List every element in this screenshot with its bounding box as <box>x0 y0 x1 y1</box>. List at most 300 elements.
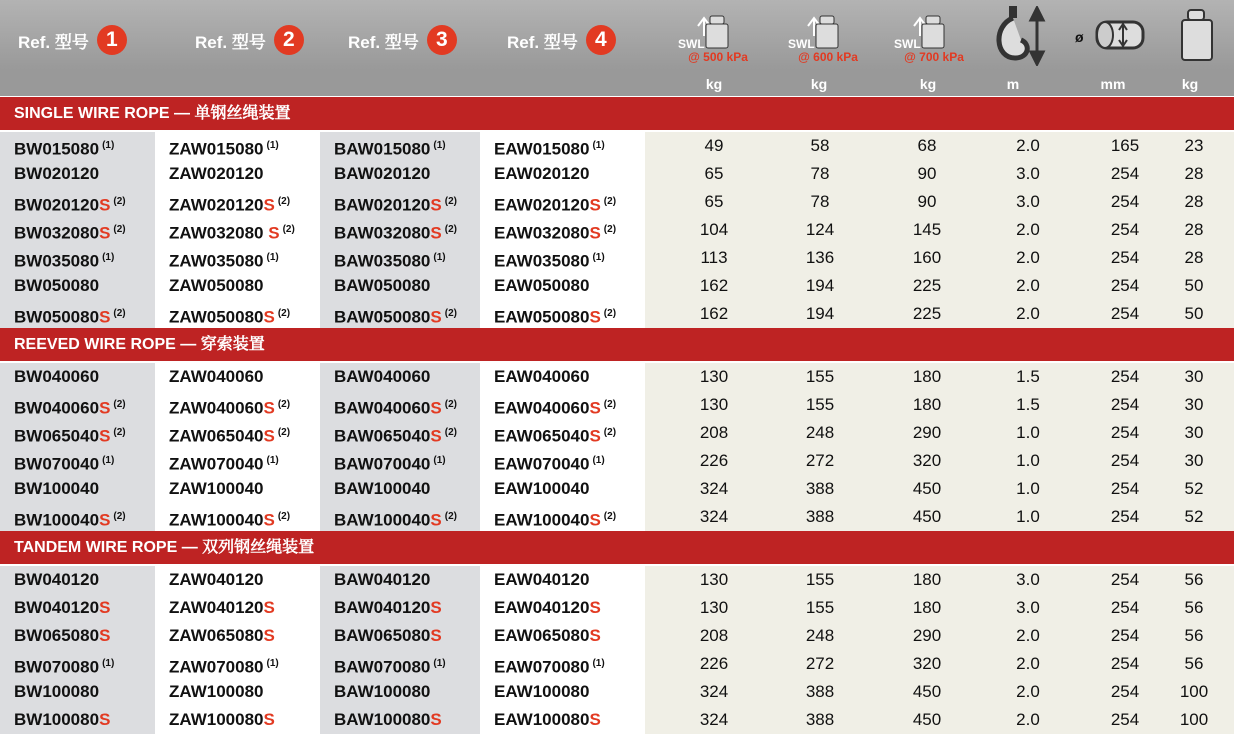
spec-value: 165 <box>1110 136 1140 155</box>
footnote-marker: (2) <box>603 511 617 522</box>
footnote-marker: (2) <box>444 399 457 410</box>
model-suffix: S <box>263 398 275 418</box>
model-code-cell <box>480 391 645 419</box>
model-suffix: S <box>589 710 601 729</box>
model-code-cell <box>320 447 480 475</box>
spec-value: 254 <box>1110 451 1140 470</box>
spec-value: 49 <box>704 136 724 155</box>
model-code: BAW015080 <box>334 139 431 159</box>
model-code: ZAW070040 <box>169 454 264 474</box>
pressure-label-500: @ 500 kPa <box>688 50 748 64</box>
spec-value: 28 <box>1184 248 1204 267</box>
spec-value: 225 <box>912 276 942 295</box>
model-code: BW032080 <box>14 223 100 243</box>
section-header: REEVED WIRE ROPE — 穿索装置 <box>0 328 1234 361</box>
model-code-cell <box>155 160 320 188</box>
spec-value: 56 <box>1184 626 1204 645</box>
spec-value: 3.0 <box>1016 164 1040 183</box>
footnote-marker: (2) <box>113 511 126 522</box>
spec-value: 162 <box>699 276 729 295</box>
table-row <box>0 503 1234 531</box>
model-suffix: S <box>589 510 601 530</box>
model-code: EAW035080 <box>494 251 590 271</box>
model-code: ZAW040120 <box>169 570 264 589</box>
table-row <box>0 419 1234 447</box>
model-suffix: S <box>430 223 442 243</box>
model-suffix: S <box>589 307 601 327</box>
spec-value: 208 <box>699 423 729 442</box>
spec-value: 290 <box>912 626 942 645</box>
model-code: BW050080 <box>14 276 100 295</box>
model-code-cell <box>480 300 645 328</box>
spec-value: 2.0 <box>1016 136 1040 155</box>
model-code: BW040120 <box>14 598 100 617</box>
model-suffix: S <box>99 307 111 327</box>
spec-value: 254 <box>1110 682 1140 701</box>
spec-value: 254 <box>1110 276 1140 295</box>
model-suffix: S <box>263 426 275 446</box>
model-code: ZAW040060 <box>169 398 264 418</box>
spec-value: 2.0 <box>1016 220 1040 239</box>
swl-label: SWL <box>894 37 921 51</box>
spec-value: 28 <box>1184 220 1204 239</box>
spec-value: 136 <box>805 248 835 267</box>
model-code: ZAW020120 <box>169 164 264 183</box>
model-code: ZAW050080 <box>169 276 264 295</box>
spec-value: 1.0 <box>1016 423 1040 442</box>
model-suffix: S <box>263 598 275 617</box>
spec-value: 130 <box>699 570 729 589</box>
footnote-marker: (2) <box>277 511 291 522</box>
model-code: BAW035080 <box>334 251 431 271</box>
spec-value: 50 <box>1184 304 1204 323</box>
model-code: EAW040060 <box>494 398 590 418</box>
model-code: BW020120 <box>14 195 100 215</box>
spec-value: 65 <box>704 164 724 183</box>
model-code: EAW100040 <box>494 510 590 530</box>
ref-number-badge: 4 <box>586 25 616 55</box>
pressure-label-600: @ 600 kPa <box>798 50 858 64</box>
spec-value: 180 <box>912 570 942 589</box>
model-suffix: S <box>589 598 601 617</box>
spec-value: 162 <box>699 304 729 323</box>
spec-value: 113 <box>700 248 728 267</box>
spec-value: 58 <box>810 136 830 155</box>
model-code: ZAW050080 <box>169 307 264 327</box>
model-suffix: S <box>430 626 442 645</box>
footnote-marker: (1) <box>102 455 115 466</box>
model-suffix: S <box>99 426 111 446</box>
spec-value: 226 <box>699 451 729 470</box>
model-code: EAW050080 <box>494 307 590 327</box>
spec-value: 3.0 <box>1016 570 1040 589</box>
spec-value: 30 <box>1184 423 1204 442</box>
table-row <box>0 132 1234 160</box>
model-code: BAW100080 <box>334 710 431 729</box>
spec-value: 254 <box>1110 304 1140 323</box>
model-code: EAW100080 <box>494 682 590 701</box>
spec-value: 3.0 <box>1016 598 1040 617</box>
spec-value: 320 <box>912 654 942 673</box>
model-code-cell <box>155 650 320 678</box>
model-code: EAW040120 <box>494 598 590 617</box>
model-code-cell <box>0 622 155 650</box>
model-code-cell <box>320 622 480 650</box>
spec-value: 56 <box>1184 570 1204 589</box>
spec-value: 254 <box>1110 248 1140 267</box>
spec-value: 450 <box>912 507 942 526</box>
model-code: EAW040120 <box>494 570 590 589</box>
model-code: BAW040120 <box>334 598 431 617</box>
footnote-marker: (1) <box>266 252 279 263</box>
spec-value: 130 <box>699 395 729 414</box>
model-code-cell <box>155 503 320 531</box>
ref-header-2 <box>195 25 304 55</box>
spec-value: 324 <box>699 479 729 498</box>
spec-value: 254 <box>1110 598 1140 617</box>
spec-value: 1.5 <box>1016 367 1040 386</box>
model-code-cell <box>155 475 320 503</box>
spec-value: 254 <box>1110 192 1140 211</box>
model-code: BW040060 <box>14 367 100 386</box>
spec-value: 450 <box>912 710 942 729</box>
footnote-marker: (2) <box>277 308 291 319</box>
spec-value: 30 <box>1184 367 1204 386</box>
model-code: BW100080 <box>14 682 100 701</box>
footnote-marker: (1) <box>433 140 446 151</box>
footnote-marker: (1) <box>266 140 279 151</box>
model-suffix: S <box>430 195 442 215</box>
model-code-cell <box>0 188 155 216</box>
model-code-cell <box>0 363 155 391</box>
model-suffix: S <box>589 626 601 645</box>
model-suffix: S <box>430 398 442 418</box>
model-code-cell <box>320 503 480 531</box>
footnote-marker: (1) <box>592 658 605 669</box>
spec-value: 90 <box>917 192 937 211</box>
model-suffix: S <box>589 398 601 418</box>
model-code-cell <box>480 272 645 300</box>
spec-value: 56 <box>1184 654 1204 673</box>
model-code: BAW070080 <box>334 657 431 677</box>
spec-value: 52 <box>1184 479 1204 498</box>
model-code-cell <box>480 678 645 706</box>
model-code: ZAW100080 <box>169 710 264 729</box>
unit-label: kg <box>810 76 828 92</box>
model-code-cell <box>155 447 320 475</box>
model-code-cell <box>480 447 645 475</box>
spec-value: 248 <box>805 626 835 645</box>
ref-label: Ref. 型号 <box>195 32 266 52</box>
model-code-cell <box>0 300 155 328</box>
table-row <box>0 475 1234 503</box>
spec-value: 155 <box>805 598 835 617</box>
spec-value: 254 <box>1110 570 1140 589</box>
model-code: BW040060 <box>14 398 100 418</box>
model-code: EAW020120 <box>494 164 590 183</box>
model-suffix: S <box>263 710 275 729</box>
model-suffix: S <box>263 307 275 327</box>
model-code-cell <box>480 244 645 272</box>
spec-value: 324 <box>699 682 729 701</box>
model-code-cell <box>320 160 480 188</box>
model-code-cell <box>0 132 155 160</box>
spec-value: 180 <box>912 395 942 414</box>
spec-value: 254 <box>1110 395 1140 414</box>
table-row <box>0 300 1234 328</box>
model-code-cell <box>480 650 645 678</box>
ref-number-badge: 3 <box>427 25 457 55</box>
spec-value: 2.0 <box>1016 654 1040 673</box>
model-code: BAW065080 <box>334 626 431 645</box>
spec-value: 28 <box>1184 192 1204 211</box>
spec-value: 225 <box>912 304 942 323</box>
model-suffix: S <box>99 398 111 418</box>
ref-number-badge: 2 <box>274 25 304 55</box>
model-code: BAW040060 <box>334 398 431 418</box>
drum-diameter-icon <box>1075 6 1155 66</box>
model-suffix: S <box>99 710 111 729</box>
model-code: BAW100040 <box>334 479 431 498</box>
pressure-label-700: @ 700 kPa <box>904 50 964 64</box>
model-code: ZAW100040 <box>169 510 264 530</box>
model-suffix: S <box>589 426 601 446</box>
model-code: ZAW100080 <box>169 682 264 701</box>
model-code-cell <box>0 419 155 447</box>
model-code-cell <box>480 475 645 503</box>
footnote-marker: (1) <box>592 455 605 466</box>
model-code-cell <box>320 188 480 216</box>
model-code-cell <box>155 216 320 244</box>
footnote-marker: (2) <box>603 196 617 207</box>
footnote-marker: (1) <box>266 658 279 669</box>
model-code-cell <box>480 188 645 216</box>
model-code-cell <box>480 706 645 734</box>
spec-value: 2.0 <box>1016 710 1040 729</box>
model-code-cell <box>155 244 320 272</box>
model-code: ZAW040120 <box>169 598 264 617</box>
spec-value: 290 <box>912 423 942 442</box>
model-code: BAW032080 <box>334 223 431 243</box>
model-code: BAW065040 <box>334 426 431 446</box>
ref-label: Ref. 型号 <box>18 32 89 52</box>
ref-header-4 <box>507 25 616 55</box>
footnote-marker: (1) <box>102 140 115 151</box>
spec-value: 2.0 <box>1016 626 1040 645</box>
model-code: EAW032080 <box>494 223 590 243</box>
model-code: BW070080 <box>14 657 100 677</box>
model-code: EAW040060 <box>494 367 590 386</box>
table-row <box>0 650 1234 678</box>
model-suffix: S <box>589 223 601 243</box>
footnote-marker: (1) <box>102 658 115 669</box>
model-code-cell <box>155 706 320 734</box>
footnote-marker: (2) <box>603 308 617 319</box>
footnote-marker: (2) <box>277 427 291 438</box>
model-code-cell <box>320 300 480 328</box>
model-code-cell <box>0 272 155 300</box>
model-code-cell <box>155 622 320 650</box>
model-code-cell <box>320 132 480 160</box>
model-code: ZAW032080 <box>169 223 269 243</box>
diameter-symbol: ø <box>1075 29 1084 45</box>
footnote-marker: (2) <box>113 308 126 319</box>
spec-value: 155 <box>805 395 835 414</box>
model-code-cell <box>0 160 155 188</box>
spec-value: 254 <box>1110 507 1140 526</box>
spec-value: 272 <box>805 451 835 470</box>
model-code: BAW050080 <box>334 307 431 327</box>
footnote-marker: (2) <box>444 224 457 235</box>
spec-value: 100 <box>1179 682 1209 701</box>
model-code-cell <box>0 650 155 678</box>
spec-value: 388 <box>805 507 835 526</box>
spec-value: 52 <box>1184 507 1204 526</box>
spec-value: 124 <box>805 220 835 239</box>
model-code-cell <box>480 622 645 650</box>
model-code: BAW020120 <box>334 164 431 183</box>
swl-label: SWL <box>788 37 815 51</box>
spec-value: 254 <box>1110 423 1140 442</box>
model-code-cell <box>0 475 155 503</box>
spec-value: 30 <box>1184 395 1204 414</box>
footnote-marker: (2) <box>444 511 457 522</box>
unit-label: mm <box>1100 76 1126 92</box>
footnote-marker: (2) <box>603 224 617 235</box>
model-code: ZAW065080 <box>169 626 264 645</box>
units-row <box>0 70 1234 96</box>
model-code-cell <box>0 244 155 272</box>
footnote-marker: (2) <box>282 224 295 235</box>
model-code-cell <box>0 678 155 706</box>
spec-value: 388 <box>805 710 835 729</box>
model-code-cell <box>155 678 320 706</box>
model-code: EAW070080 <box>494 657 590 677</box>
model-code: EAW065040 <box>494 426 590 446</box>
model-code-cell <box>155 566 320 594</box>
model-code-cell <box>320 475 480 503</box>
model-code-cell <box>0 216 155 244</box>
spec-value: 254 <box>1110 367 1140 386</box>
spec-value: 254 <box>1110 220 1140 239</box>
table-row <box>0 622 1234 650</box>
model-code: ZAW020120 <box>169 195 264 215</box>
table-row <box>0 160 1234 188</box>
spec-value: 2.0 <box>1016 682 1040 701</box>
model-code: BW100080 <box>14 710 100 729</box>
table-row <box>0 188 1234 216</box>
unit-label: m <box>1006 76 1020 92</box>
model-code-cell <box>480 363 645 391</box>
model-code-cell <box>155 594 320 622</box>
spec-value: 254 <box>1110 710 1140 729</box>
footnote-marker: (2) <box>444 308 457 319</box>
model-code: EAW020120 <box>494 195 590 215</box>
footnote-marker: (1) <box>102 252 115 263</box>
spec-value: 56 <box>1184 598 1204 617</box>
footnote-marker: (2) <box>603 399 617 410</box>
table-row <box>0 244 1234 272</box>
model-code-cell <box>320 706 480 734</box>
footnote-marker: (2) <box>113 399 126 410</box>
model-code-cell <box>320 363 480 391</box>
model-code-cell <box>320 678 480 706</box>
model-code: BW035080 <box>14 251 100 271</box>
footnote-marker: (2) <box>113 427 126 438</box>
model-code: BW050080 <box>14 307 100 327</box>
model-code-cell <box>480 503 645 531</box>
spec-value: 28 <box>1184 164 1204 183</box>
spec-value: 388 <box>805 479 835 498</box>
model-code: EAW065080 <box>494 626 590 645</box>
weight-icon <box>1178 6 1228 66</box>
model-suffix: S <box>430 307 442 327</box>
model-code: BW040120 <box>14 570 100 589</box>
spec-value: 160 <box>912 248 942 267</box>
model-code: ZAW070080 <box>169 657 264 677</box>
spec-value: 180 <box>912 367 942 386</box>
spec-value: 2.0 <box>1016 248 1040 267</box>
model-code-cell <box>480 419 645 447</box>
model-suffix: S <box>430 426 442 446</box>
model-code-cell <box>320 216 480 244</box>
ref-number-badge: 1 <box>97 25 127 55</box>
model-code-cell <box>155 391 320 419</box>
model-code-cell <box>320 650 480 678</box>
model-suffix: S <box>430 710 442 729</box>
unit-label: kg <box>1181 76 1199 92</box>
footnote-marker: (2) <box>277 399 291 410</box>
model-code: BAW100080 <box>334 682 431 701</box>
model-code-cell <box>155 272 320 300</box>
model-code: ZAW015080 <box>169 139 264 159</box>
model-code: EAW050080 <box>494 276 590 295</box>
model-code-cell <box>480 160 645 188</box>
spec-value: 208 <box>699 626 729 645</box>
footnote-marker: (2) <box>444 427 457 438</box>
model-code: BW065040 <box>14 426 100 446</box>
model-code-cell <box>480 566 645 594</box>
unit-label: kg <box>919 76 937 92</box>
model-code-cell <box>0 503 155 531</box>
table-row <box>0 363 1234 391</box>
model-suffix: S <box>263 626 275 645</box>
model-code-cell <box>155 419 320 447</box>
model-code: EAW100040 <box>494 479 590 498</box>
model-suffix: S <box>268 223 280 243</box>
model-suffix: S <box>99 195 111 215</box>
spec-value: 450 <box>912 479 942 498</box>
model-suffix: S <box>99 223 111 243</box>
model-code: ZAW100040 <box>169 479 264 498</box>
model-code: EAW070040 <box>494 454 590 474</box>
spec-value: 130 <box>699 367 729 386</box>
spec-value: 1.0 <box>1016 451 1040 470</box>
model-code-cell <box>155 300 320 328</box>
footnote-marker: (2) <box>113 196 126 207</box>
model-code-cell <box>320 594 480 622</box>
model-code: BW020120 <box>14 164 100 183</box>
spec-value: 1.0 <box>1016 479 1040 498</box>
table-row <box>0 272 1234 300</box>
model-suffix: S <box>589 195 601 215</box>
model-code: BAW050080 <box>334 276 431 295</box>
model-code: ZAW040060 <box>169 367 264 386</box>
spec-value: 65 <box>704 192 724 211</box>
spec-value: 78 <box>810 164 830 183</box>
spec-value: 272 <box>805 654 835 673</box>
spec-value: 254 <box>1110 164 1140 183</box>
